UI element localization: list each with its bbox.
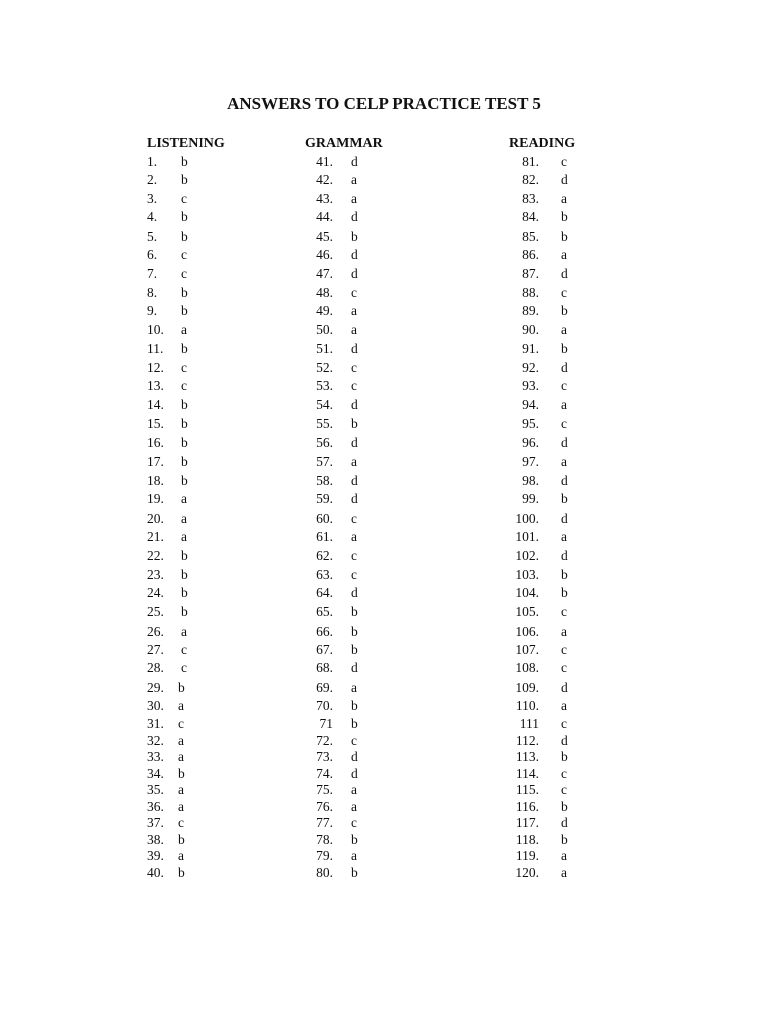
reading-answer: d: [561, 266, 568, 281]
reading-question-number: 87.: [522, 266, 539, 281]
grammar-answer: a: [351, 799, 357, 814]
grammar-question-number: 66.: [316, 624, 333, 639]
page-title: ANSWERS TO CELP PRACTICE TEST 5: [227, 94, 541, 113]
reading-answer: d: [561, 435, 568, 450]
listening-answer: a: [181, 624, 187, 639]
listening-answer: b: [178, 766, 185, 781]
reading-question-number: 119.: [515, 848, 539, 863]
grammar-answer: d: [351, 266, 358, 281]
reading-question-number: 85.: [522, 229, 539, 244]
grammar-question-number: 49.: [316, 303, 333, 318]
listening-question-number: 24.: [147, 585, 164, 600]
listening-answer: c: [181, 247, 187, 262]
reading-answer: a: [561, 529, 567, 544]
reading-heading: READING: [509, 136, 576, 151]
listening-answer: b: [181, 209, 188, 224]
listening-answer: a: [181, 322, 187, 337]
reading-answer: d: [561, 680, 568, 695]
reading-question-number: 116.: [515, 799, 539, 814]
grammar-answer: b: [351, 624, 358, 639]
grammar-answer: a: [351, 303, 357, 318]
reading-question-number: 90.: [522, 322, 539, 337]
grammar-answer: c: [351, 285, 357, 300]
reading-question-number: 100.: [515, 511, 539, 526]
grammar-answer: a: [351, 529, 357, 544]
reading-question-number: 107.: [515, 642, 539, 657]
reading-question-number: 112.: [515, 733, 539, 748]
reading-answer: d: [561, 733, 568, 748]
grammar-question-number: 80.: [316, 865, 333, 880]
grammar-answer: d: [351, 766, 358, 781]
grammar-question-number: 71: [319, 716, 333, 731]
reading-question-number: 94.: [522, 397, 539, 412]
grammar-question-number: 72.: [316, 733, 333, 748]
grammar-answer: d: [351, 154, 358, 169]
reading-answer: a: [561, 191, 567, 206]
listening-question-number: 32.: [147, 733, 164, 748]
grammar-question-number: 78.: [316, 832, 333, 847]
listening-question-number: 17.: [147, 454, 164, 469]
reading-question-number: 97.: [522, 454, 539, 469]
listening-question-number: 40.: [147, 865, 164, 880]
listening-answer: b: [181, 454, 188, 469]
grammar-question-number: 55.: [316, 416, 333, 431]
reading-question-number: 83.: [522, 191, 539, 206]
listening-answer: b: [181, 341, 188, 356]
listening-answer: b: [181, 303, 188, 318]
listening-question-number: 1.: [147, 154, 158, 169]
grammar-question-number: 76.: [316, 799, 333, 814]
listening-answer: b: [178, 865, 185, 880]
reading-question-number: 118.: [515, 832, 539, 847]
listening-answer: a: [181, 511, 187, 526]
listening-question-number: 26.: [147, 624, 164, 639]
listening-answer: b: [181, 229, 188, 244]
grammar-question-number: 77.: [316, 815, 333, 830]
listening-answer: c: [181, 378, 187, 393]
listening-question-number: 13.: [147, 378, 164, 393]
reading-question-number: 113.: [515, 749, 539, 764]
grammar-answer: b: [351, 416, 358, 431]
grammar-answer: a: [351, 191, 357, 206]
grammar-answer: d: [351, 749, 358, 764]
listening-answer: a: [181, 529, 187, 544]
listening-answer: a: [181, 491, 187, 506]
reading-question-number: 93.: [522, 378, 539, 393]
reading-answer: c: [561, 782, 567, 797]
reading-answer: c: [561, 642, 567, 657]
listening-question-number: 8.: [147, 285, 158, 300]
reading-question-number: 96.: [522, 435, 539, 450]
grammar-question-number: 44.: [316, 209, 333, 224]
reading-question-number: 108.: [515, 660, 539, 675]
listening-answer: b: [178, 680, 185, 695]
grammar-answer: b: [351, 698, 358, 713]
reading-question-number: 101.: [515, 529, 539, 544]
grammar-question-number: 53.: [316, 378, 333, 393]
listening-question-number: 31.: [147, 716, 164, 731]
grammar-question-number: 75.: [316, 782, 333, 797]
listening-answer: c: [181, 266, 187, 281]
listening-question-number: 5.: [147, 229, 158, 244]
reading-answer: b: [561, 832, 568, 847]
grammar-question-number: 54.: [316, 397, 333, 412]
listening-answer: a: [178, 782, 184, 797]
reading-answer: a: [561, 624, 567, 639]
reading-answer: b: [561, 491, 568, 506]
grammar-question-number: 45.: [316, 229, 333, 244]
reading-answer: d: [561, 815, 568, 830]
grammar-question-number: 60.: [316, 511, 333, 526]
reading-answer: b: [561, 341, 568, 356]
grammar-answer: d: [351, 397, 358, 412]
listening-question-number: 16.: [147, 435, 164, 450]
grammar-question-number: 68.: [316, 660, 333, 675]
grammar-question-number: 70.: [316, 698, 333, 713]
listening-question-number: 29.: [147, 680, 164, 695]
reading-question-number: 81.: [522, 154, 539, 169]
reading-answer: c: [561, 378, 567, 393]
grammar-question-number: 61.: [316, 529, 333, 544]
grammar-question-number: 58.: [316, 473, 333, 488]
listening-answer: c: [181, 642, 187, 657]
grammar-answer: d: [351, 491, 358, 506]
listening-question-number: 36.: [147, 799, 164, 814]
grammar-answer: b: [351, 865, 358, 880]
reading-answer: b: [561, 799, 568, 814]
listening-answer: b: [181, 604, 188, 619]
grammar-question-number: 47.: [316, 266, 333, 281]
reading-answer: c: [561, 154, 567, 169]
reading-answer: c: [561, 416, 567, 431]
listening-question-number: 34.: [147, 766, 164, 781]
reading-answer: b: [561, 209, 568, 224]
listening-question-number: 25.: [147, 604, 164, 619]
grammar-answer: c: [351, 733, 357, 748]
grammar-answer: b: [351, 604, 358, 619]
listening-question-number: 22.: [147, 548, 164, 563]
grammar-question-number: 57.: [316, 454, 333, 469]
grammar-answer: d: [351, 247, 358, 262]
listening-question-number: 11.: [147, 341, 164, 356]
grammar-answer: c: [351, 815, 357, 830]
reading-question-number: 105.: [515, 604, 539, 619]
listening-answer: c: [181, 660, 187, 675]
listening-answer: a: [178, 733, 184, 748]
listening-heading: LISTENING: [147, 136, 225, 151]
reading-answer: d: [561, 172, 568, 187]
reading-question-number: 111: [519, 716, 539, 731]
reading-answer: d: [561, 360, 568, 375]
listening-question-number: 4.: [147, 209, 158, 224]
reading-answer: a: [561, 322, 567, 337]
listening-question-number: 15.: [147, 416, 164, 431]
listening-answer: b: [181, 567, 188, 582]
listening-question-number: 23.: [147, 567, 164, 582]
reading-question-number: 104.: [515, 585, 539, 600]
grammar-question-number: 64.: [316, 585, 333, 600]
grammar-answer: d: [351, 473, 358, 488]
grammar-answer: c: [351, 567, 357, 582]
grammar-question-number: 51.: [316, 341, 333, 356]
reading-question-number: 117.: [515, 815, 539, 830]
reading-question-number: 95.: [522, 416, 539, 431]
grammar-question-number: 67.: [316, 642, 333, 657]
grammar-answer: a: [351, 322, 357, 337]
grammar-question-number: 59.: [316, 491, 333, 506]
grammar-answer: d: [351, 660, 358, 675]
reading-answer: a: [561, 397, 567, 412]
grammar-answer: b: [351, 229, 358, 244]
listening-answer: c: [178, 815, 184, 830]
listening-question-number: 12.: [147, 360, 164, 375]
listening-answer: b: [181, 397, 188, 412]
grammar-question-number: 48.: [316, 285, 333, 300]
grammar-answer: d: [351, 341, 358, 356]
reading-question-number: 103.: [515, 567, 539, 582]
reading-answer: c: [561, 660, 567, 675]
reading-question-number: 110.: [515, 698, 539, 713]
reading-answer: a: [561, 848, 567, 863]
reading-question-number: 99.: [522, 491, 539, 506]
reading-question-number: 109.: [515, 680, 539, 695]
grammar-answer: b: [351, 642, 358, 657]
grammar-question-number: 42.: [316, 172, 333, 187]
reading-question-number: 89.: [522, 303, 539, 318]
listening-answer: b: [181, 473, 188, 488]
grammar-answer: a: [351, 680, 357, 695]
reading-question-number: 115.: [515, 782, 539, 797]
listening-answer: b: [181, 435, 188, 450]
listening-answer: c: [181, 191, 187, 206]
reading-answer: b: [561, 303, 568, 318]
reading-answer: d: [561, 548, 568, 563]
reading-answer: c: [561, 716, 567, 731]
grammar-answer: d: [351, 435, 358, 450]
reading-answer: a: [561, 247, 567, 262]
listening-question-number: 2.: [147, 172, 158, 187]
reading-question-number: 98.: [522, 473, 539, 488]
reading-answer: c: [561, 766, 567, 781]
grammar-question-number: 65.: [316, 604, 333, 619]
listening-answer: b: [181, 154, 188, 169]
listening-question-number: 28.: [147, 660, 164, 675]
listening-question-number: 35.: [147, 782, 164, 797]
reading-answer: a: [561, 865, 567, 880]
grammar-question-number: 46.: [316, 247, 333, 262]
grammar-question-number: 50.: [316, 322, 333, 337]
reading-answer: b: [561, 229, 568, 244]
grammar-answer: d: [351, 585, 358, 600]
listening-question-number: 20.: [147, 511, 164, 526]
reading-answer: c: [561, 604, 567, 619]
listening-answer: c: [178, 716, 184, 731]
listening-answer: b: [178, 832, 185, 847]
reading-answer: d: [561, 511, 568, 526]
grammar-question-number: 43.: [316, 191, 333, 206]
listening-answer: c: [181, 360, 187, 375]
listening-answer: b: [181, 172, 188, 187]
grammar-answer: c: [351, 511, 357, 526]
listening-question-number: 6.: [147, 247, 158, 262]
reading-answer: b: [561, 567, 568, 582]
grammar-answer: d: [351, 209, 358, 224]
listening-answer: a: [178, 848, 184, 863]
listening-question-number: 33.: [147, 749, 164, 764]
listening-answer: a: [178, 749, 184, 764]
grammar-question-number: 69.: [316, 680, 333, 695]
grammar-question-number: 56.: [316, 435, 333, 450]
reading-answer: b: [561, 749, 568, 764]
listening-question-number: 14.: [147, 397, 164, 412]
reading-question-number: 120.: [515, 865, 539, 880]
grammar-answer: a: [351, 454, 357, 469]
grammar-answer: c: [351, 360, 357, 375]
listening-answer: a: [178, 698, 184, 713]
grammar-answer: c: [351, 378, 357, 393]
listening-question-number: 37.: [147, 815, 164, 830]
grammar-answer: b: [351, 716, 358, 731]
reading-question-number: 102.: [515, 548, 539, 563]
grammar-question-number: 73.: [316, 749, 333, 764]
reading-question-number: 106.: [515, 624, 539, 639]
listening-answer: b: [181, 416, 188, 431]
listening-answer: b: [181, 548, 188, 563]
reading-answer: a: [561, 454, 567, 469]
reading-question-number: 91.: [522, 341, 539, 356]
grammar-question-number: 63.: [316, 567, 333, 582]
listening-question-number: 30.: [147, 698, 164, 713]
listening-question-number: 21.: [147, 529, 164, 544]
listening-question-number: 39.: [147, 848, 164, 863]
grammar-answer: c: [351, 548, 357, 563]
grammar-answer: a: [351, 782, 357, 797]
listening-question-number: 18.: [147, 473, 164, 488]
reading-question-number: 114.: [515, 766, 539, 781]
listening-answer: b: [181, 285, 188, 300]
grammar-answer: a: [351, 848, 357, 863]
grammar-question-number: 79.: [316, 848, 333, 863]
reading-answer: a: [561, 698, 567, 713]
listening-question-number: 38.: [147, 832, 164, 847]
grammar-question-number: 62.: [316, 548, 333, 563]
grammar-question-number: 74.: [316, 766, 333, 781]
reading-question-number: 88.: [522, 285, 539, 300]
listening-question-number: 7.: [147, 266, 158, 281]
listening-answer: a: [178, 799, 184, 814]
grammar-answer: b: [351, 832, 358, 847]
listening-question-number: 10.: [147, 322, 164, 337]
listening-question-number: 19.: [147, 491, 164, 506]
reading-answer: d: [561, 473, 568, 488]
listening-answer: b: [181, 585, 188, 600]
listening-question-number: 3.: [147, 191, 158, 206]
grammar-question-number: 52.: [316, 360, 333, 375]
reading-question-number: 82.: [522, 172, 539, 187]
listening-question-number: 9.: [147, 303, 158, 318]
reading-answer: c: [561, 285, 567, 300]
grammar-answer: a: [351, 172, 357, 187]
reading-question-number: 84.: [522, 209, 539, 224]
grammar-question-number: 41.: [316, 154, 333, 169]
reading-question-number: 92.: [522, 360, 539, 375]
listening-question-number: 27.: [147, 642, 164, 657]
grammar-heading: GRAMMAR: [305, 136, 383, 151]
reading-question-number: 86.: [522, 247, 539, 262]
reading-answer: b: [561, 585, 568, 600]
